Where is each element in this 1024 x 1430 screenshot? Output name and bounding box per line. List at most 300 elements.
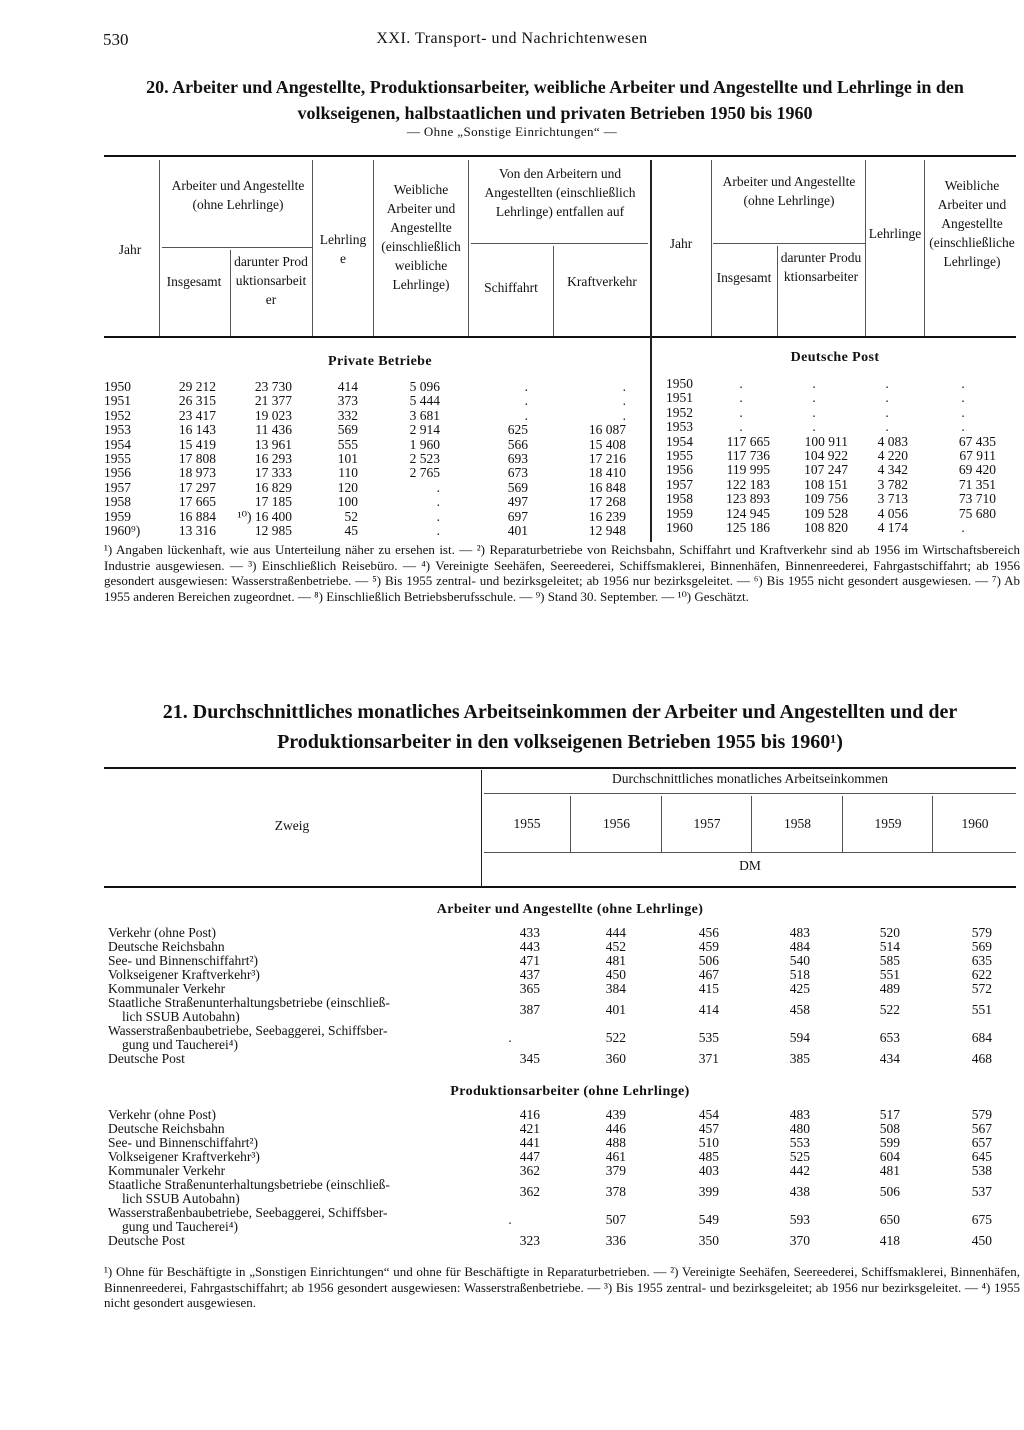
table20-right-insgesamt-cell: . <box>739 419 743 435</box>
table20-right-lehrlinge-cell: 4 056 <box>877 505 908 521</box>
table20-title-line2: volkseigenen, halbstaatlichen und privaten Betrieben 1950 bis 1960 <box>297 103 813 123</box>
table20-right-darunter-cell: 109 756 <box>804 491 848 507</box>
income-cell: 384 <box>605 981 626 996</box>
income-cell: 441 <box>519 1135 540 1150</box>
income-cell: 540 <box>789 953 810 968</box>
col-header-year-1960: 1960 <box>961 816 989 831</box>
branch-label-cont: gung und Taucherei⁴) <box>122 1219 238 1234</box>
col-header-weibliche-right: Weibliche Arbeiter und Angestellte (einschließliche Lehrlinge) <box>929 178 1015 269</box>
col-header-insgesamt: Insgesamt <box>166 274 222 289</box>
table20-insgesamt-cell: 15 419 <box>178 436 216 452</box>
branch-label: Verkehr (ohne Post) <box>108 925 216 940</box>
col-header-year-1958: 1958 <box>784 816 811 831</box>
income-cell: 572 <box>971 981 992 996</box>
table20-right-year-cell: 1960 <box>666 520 693 535</box>
income-cell: 549 <box>698 1212 719 1227</box>
table20-insgesamt-cell: 23 417 <box>178 407 216 423</box>
income-cell: 483 <box>789 925 810 940</box>
income-cell: 403 <box>698 1163 719 1178</box>
table20-right-insgesamt-cell: . <box>739 390 743 406</box>
table20-year-cell: 1954 <box>104 436 131 452</box>
income-cell: 370 <box>789 1233 810 1248</box>
table20-insgesamt-cell: 16 143 <box>178 422 216 438</box>
branch-label: Deutsche Post <box>108 1233 185 1248</box>
income-cell: 481 <box>605 953 626 968</box>
income-cell: 622 <box>971 967 992 982</box>
table20-schiffahrt-cell: 566 <box>507 436 528 452</box>
col-header-arbeiter-angestellte-right: Arbeiter und Angestellte (ohne Lehrlinge) <box>722 174 856 208</box>
divider <box>230 250 231 336</box>
table20-right-lehrlinge-cell: 4 174 <box>877 520 908 535</box>
table20-darunter-cell: 21 377 <box>254 393 292 409</box>
divider <box>711 160 712 336</box>
table20-header-bottom-rule <box>104 336 1016 338</box>
table20-right-insgesamt-cell: 122 183 <box>726 476 770 492</box>
table20-right-year-cell: 1959 <box>666 505 693 521</box>
income-cell: 467 <box>698 967 719 982</box>
col-header-year-1959: 1959 <box>874 816 902 831</box>
divider <box>751 796 752 852</box>
table20-weibliche-cell: 5 444 <box>409 393 440 409</box>
branch-label-cont: lich SSUB Autobahn) <box>122 1191 240 1206</box>
table20-right-insgesamt-cell: 123 893 <box>726 491 770 507</box>
table20-right-year-cell: 1957 <box>666 476 693 492</box>
table20-year-cell: 1958 <box>104 494 131 510</box>
income-cell: 401 <box>605 1002 626 1017</box>
income-cell: 525 <box>789 1149 810 1164</box>
income-cell: 484 <box>789 939 810 954</box>
table20-right-darunter-cell: . <box>812 390 816 406</box>
table20-kraftverkehr-cell: 17 268 <box>588 494 626 510</box>
income-cell: 379 <box>605 1163 626 1178</box>
table20-schiffahrt-cell: 569 <box>507 479 528 495</box>
branch-label: Volkseigener Kraftverkehr³) <box>108 967 260 982</box>
branch-label: Wasserstraßenbaubetriebe, Seebaggerei, Schiffsber- <box>108 1023 388 1038</box>
table20-top-rule <box>104 155 1016 157</box>
income-cell: 378 <box>605 1184 626 1199</box>
divider <box>570 796 571 852</box>
income-cell: 508 <box>879 1121 900 1136</box>
table20-darunter-cell: 17 333 <box>254 465 292 481</box>
income-cell: 520 <box>879 925 900 940</box>
table20-schiffahrt-cell: 497 <box>507 494 528 510</box>
branch-label: Staatliche Straßenunterhaltungsbetriebe (einschließ- <box>108 995 390 1010</box>
income-cell: 579 <box>971 925 992 940</box>
table20-weibliche-cell: 2 765 <box>409 465 440 481</box>
table21-title-line2: und der Produktionsarbeiter in den volkseigenen Betrieben 1955 bis 1960¹) <box>277 701 958 753</box>
income-cell: 553 <box>789 1135 810 1150</box>
income-cell: 518 <box>789 967 810 982</box>
income-cell: 551 <box>971 1002 992 1017</box>
income-cell: 522 <box>879 1002 900 1017</box>
table20-right-lehrlinge-cell: 4 083 <box>877 433 908 449</box>
table20-right-weibliche-cell: . <box>961 404 965 420</box>
table20-right-weibliche-cell: 69 420 <box>958 462 996 478</box>
income-cell: 483 <box>789 1107 810 1122</box>
table20-right-lehrlinge-cell: 3 713 <box>877 491 908 507</box>
income-cell: 510 <box>698 1135 719 1150</box>
income-cell: . <box>508 1030 512 1045</box>
table20-right-lehrlinge-cell: . <box>885 376 889 391</box>
divider <box>159 160 160 336</box>
table20-lehrlinge-cell: 332 <box>337 407 358 423</box>
income-cell: 414 <box>698 1002 719 1017</box>
table20-insgesamt-cell: 17 297 <box>178 479 216 495</box>
income-cell: 362 <box>519 1163 540 1178</box>
income-cell: 416 <box>519 1107 540 1122</box>
col-header-kraftverkehr: Kraftverkehr <box>567 274 637 289</box>
income-cell: 399 <box>698 1184 719 1199</box>
table20-kraftverkehr-cell: 12 948 <box>588 523 626 538</box>
col-header-darunter: darunter Produktionsarbeiter <box>234 254 308 307</box>
table20-year-cell: 1955 <box>104 451 131 466</box>
table20-weibliche-cell: 2 914 <box>409 422 440 438</box>
income-cell: 362 <box>519 1184 540 1199</box>
table20-year-cell: 1950 <box>104 379 131 394</box>
income-cell: 507 <box>605 1212 626 1227</box>
income-cell: 437 <box>519 967 540 982</box>
divider <box>932 796 933 852</box>
table20-right-darunter-cell: 107 247 <box>804 462 848 478</box>
table20-darunter-cell: 16 829 <box>254 479 292 495</box>
table20-right-year-cell: 1958 <box>666 491 693 507</box>
table20-year-cell: 1956 <box>104 465 131 481</box>
table20-right-insgesamt-cell: . <box>739 404 743 420</box>
table20-right-insgesamt-cell: 117 736 <box>726 448 770 463</box>
income-cell: 433 <box>519 925 540 940</box>
table20-year-cell: 1951 <box>104 393 131 409</box>
income-cell: 447 <box>519 1149 540 1164</box>
table20-right-year-cell: 1954 <box>666 433 693 449</box>
table21-group-rule <box>484 793 1016 794</box>
table20-right-lehrlinge-cell: . <box>885 419 889 435</box>
table20-kraftverkehr-cell: 16 848 <box>588 479 626 495</box>
income-cell: 421 <box>519 1121 540 1136</box>
table21-title-line1: 21. Durchschnittliches monatliches Arbeitseinkommen der Arbeiter und Angestellten <box>162 701 885 723</box>
divider <box>553 246 554 336</box>
income-cell: 567 <box>971 1121 992 1136</box>
table20-lehrlinge-cell: 100 <box>337 494 358 510</box>
table20-year-cell: 1960⁹) <box>104 523 141 538</box>
table20-right-insgesamt-cell: . <box>739 376 743 391</box>
table20-title-line1: 20. Arbeiter und Angestellte, Produktionsarbeiter, weibliche Arbeiter und Angestellte und Lehrlinge in den <box>146 77 964 97</box>
table20-right-year-cell: 1950 <box>666 376 693 391</box>
table20-darunter-cell: 17 185 <box>254 494 292 510</box>
table20-right-year-cell: 1955 <box>666 448 693 463</box>
income-cell: 439 <box>605 1107 626 1122</box>
table20-insgesamt-cell: 16 884 <box>178 508 216 524</box>
table20-insgesamt-cell: 26 315 <box>178 393 216 409</box>
income-cell: 485 <box>698 1149 719 1164</box>
income-cell: 645 <box>971 1149 992 1164</box>
section-deutsche-post: Deutsche Post <box>790 350 880 365</box>
col-header-darunter-right: darunter Produktionsarbeiter <box>780 250 862 284</box>
divider <box>865 160 866 336</box>
income-cell: . <box>508 1212 512 1227</box>
table20-subheader-rule-mid <box>471 243 648 244</box>
income-cell: 653 <box>879 1030 900 1045</box>
income-cell: 443 <box>519 939 540 954</box>
table20-right-weibliche-cell: . <box>961 376 965 391</box>
table20-right-lehrlinge-cell: . <box>885 390 889 406</box>
income-cell: 459 <box>698 939 719 954</box>
table20-right-insgesamt-cell: 124 945 <box>726 505 770 521</box>
table20-lehrlinge-cell: 555 <box>337 436 358 452</box>
income-cell: 461 <box>605 1149 626 1164</box>
income-cell: 594 <box>789 1030 810 1045</box>
table20-weibliche-cell: . <box>436 479 440 495</box>
table20-darunter-cell: ¹⁰) 16 400 <box>237 508 292 524</box>
table20-right-darunter-cell: . <box>812 376 816 391</box>
income-cell: 387 <box>519 1002 540 1017</box>
branch-label: Deutsche Reichsbahn <box>108 1121 225 1136</box>
table20-insgesamt-cell: 13 316 <box>178 523 216 538</box>
income-cell: 635 <box>971 953 992 968</box>
table20-kraftverkehr-cell: 15 408 <box>588 436 626 452</box>
table20-schiffahrt-cell: 697 <box>507 508 528 524</box>
table20-darunter-cell: 13 961 <box>254 436 292 452</box>
table20-schiffahrt-cell: 673 <box>507 465 528 481</box>
chapter-title: XXI. Transport- und Nachrichtenwesen <box>376 30 648 47</box>
table20-darunter-cell: 11 436 <box>255 422 292 438</box>
table20-kraftverkehr-cell: . <box>622 407 626 423</box>
table20-title <box>90 74 1020 126</box>
section-produktionsarbeiter: Produktionsarbeiter (ohne Lehrlinge) <box>450 1084 690 1099</box>
table20-schiffahrt-cell: . <box>524 407 528 423</box>
income-cell: 450 <box>605 967 626 982</box>
branch-label: Volkseigener Kraftverkehr³) <box>108 1149 260 1164</box>
income-cell: 593 <box>789 1212 810 1227</box>
table20-schiffahrt-cell: . <box>524 379 528 394</box>
income-cell: 569 <box>971 939 992 954</box>
table20-year-cell: 1953 <box>104 422 131 438</box>
income-cell: 517 <box>879 1107 900 1122</box>
table20-kraftverkehr-cell: . <box>622 379 626 394</box>
income-cell: 350 <box>698 1233 719 1248</box>
col-header-arbeiter-angestellte: Arbeiter und Angestellte (ohne Lehrlinge) <box>171 178 305 212</box>
branch-label-cont: gung und Taucherei⁴) <box>122 1037 238 1052</box>
income-cell: 444 <box>605 925 626 940</box>
table21-year-rule <box>484 852 1016 853</box>
income-cell: 450 <box>971 1233 992 1248</box>
table20-darunter-cell: 19 023 <box>254 407 292 423</box>
table20-schiffahrt-cell: 401 <box>507 523 528 538</box>
col-header-schiffahrt: Schiffahrt <box>484 280 538 295</box>
branch-label: See- und Binnenschiffahrt²) <box>108 1135 259 1150</box>
income-cell: 345 <box>519 1051 540 1066</box>
table20-note: — Ohne „Sonstige Einrichtungen“ — <box>406 124 618 139</box>
table20-darunter-cell: 23 730 <box>254 379 292 394</box>
table20-lehrlinge-cell: 101 <box>337 451 358 466</box>
table20-year-cell: 1957 <box>104 479 131 495</box>
table20-lehrlinge-cell: 569 <box>337 422 358 438</box>
table20-weibliche-cell: 5 096 <box>409 379 440 394</box>
table20-year-cell: 1959 <box>104 508 131 524</box>
table20-kraftverkehr-cell: 17 216 <box>588 451 626 466</box>
table20-right-weibliche-cell: . <box>961 520 965 535</box>
income-cell: 599 <box>879 1135 900 1150</box>
income-cell: 537 <box>971 1184 992 1199</box>
income-cell: 538 <box>971 1163 992 1178</box>
section-private-betriebe: Private Betriebe <box>328 354 432 369</box>
income-cell: 415 <box>698 981 719 996</box>
col-header-lehrlinge-right: Lehrlinge <box>868 226 922 241</box>
income-cell: 468 <box>971 1051 992 1066</box>
income-cell: 684 <box>971 1030 992 1045</box>
income-cell: 456 <box>698 925 719 940</box>
divider <box>777 246 778 336</box>
table20-right-lehrlinge-cell: 3 782 <box>877 476 908 492</box>
income-cell: 434 <box>879 1051 900 1066</box>
table20-lehrlinge-cell: 110 <box>338 465 358 481</box>
table20-darunter-cell: 12 985 <box>254 523 292 538</box>
income-cell: 551 <box>879 967 900 982</box>
branch-label: Wasserstraßenbaubetriebe, Seebaggerei, Schiffsber- <box>108 1205 388 1220</box>
table20-schiffahrt-cell: 625 <box>507 422 528 438</box>
divider <box>468 160 469 336</box>
col-header-weibliche: Weibliche Arbeiter und Angestellte (einschließlich weibliche Lehrlinge) <box>381 182 461 292</box>
table20-lehrlinge-cell: 45 <box>344 523 358 538</box>
income-cell: 514 <box>879 939 900 954</box>
table20-weibliche-cell: . <box>436 494 440 510</box>
divider <box>481 770 482 886</box>
table21-footnotes: ¹) Ohne für Beschäftigte in „Sonstigen Einrichtungen“ und ohne für Beschäftigte in Reparaturbetrieben. — ²) Vereinigte Seehäfen, Seereederei, Schiffsmaklerei, Binnenhäfen, Binnenreederei, Fahrgastschiffahrt; ab 1956 gesondert ausgewiesen: Wasserstraßenbetriebe. — ³) Bis 1955 zentral- und bezirksgeleitet; ab 1956 nur bezirksgeleitet. — ⁴) 1955 nicht gesondert ausgewiesen. <box>104 1264 1020 1310</box>
table20-right-darunter-cell: 100 911 <box>804 433 848 449</box>
table20-right-lehrlinge-cell: 4 342 <box>877 462 908 478</box>
table20-kraftverkehr-cell: 18 410 <box>588 465 626 481</box>
col-header-zweig: Zweig <box>274 818 310 833</box>
divider <box>924 160 925 336</box>
income-cell: 488 <box>605 1135 626 1150</box>
col-header-jahr-right: Jahr <box>669 236 693 251</box>
table20-right-year-cell: 1956 <box>666 462 693 478</box>
income-cell: 418 <box>879 1233 900 1248</box>
table20-right-weibliche-cell: . <box>961 419 965 435</box>
table20-year-cell: 1952 <box>104 407 131 423</box>
col-header-unit: DM <box>739 858 761 873</box>
table20-right-insgesamt-cell: 125 186 <box>726 520 770 535</box>
table20-right-weibliche-cell: 71 351 <box>958 476 996 492</box>
table20-right-insgesamt-cell: 117 665 <box>726 433 770 449</box>
income-cell: 385 <box>789 1051 810 1066</box>
table20-right-lehrlinge-cell: . <box>885 404 889 420</box>
section-arbeiter-angestellte: Arbeiter und Angestellte (ohne Lehrlinge) <box>436 902 704 917</box>
table20-weibliche-cell: . <box>436 508 440 524</box>
income-cell: 657 <box>971 1135 992 1150</box>
income-cell: 489 <box>879 981 900 996</box>
table20-schiffahrt-cell: 693 <box>507 451 528 466</box>
table20-right-year-cell: 1953 <box>666 419 693 435</box>
income-cell: 371 <box>698 1051 719 1066</box>
col-header-year-1957: 1957 <box>693 816 721 831</box>
table20-right-year-cell: 1952 <box>666 404 693 420</box>
income-cell: 675 <box>971 1212 992 1227</box>
income-cell: 457 <box>698 1121 719 1136</box>
income-cell: 535 <box>698 1030 719 1045</box>
income-cell: 438 <box>789 1184 810 1199</box>
branch-label: Kommunaler Verkehr <box>108 1163 226 1178</box>
table20-right-darunter-cell: . <box>812 419 816 435</box>
table20-insgesamt-cell: 18 973 <box>178 465 216 481</box>
income-cell: 481 <box>879 1163 900 1178</box>
income-cell: 604 <box>879 1149 900 1164</box>
page-number: 530 <box>103 30 129 49</box>
income-cell: 442 <box>789 1163 810 1178</box>
table20-subheader-rule-left <box>162 247 312 248</box>
table20-kraftverkehr-cell: 16 239 <box>588 508 626 524</box>
table21-header-bottom-rule <box>104 886 1016 888</box>
table20-kraftverkehr-cell: 16 087 <box>588 422 626 438</box>
income-cell: 336 <box>605 1233 626 1248</box>
table20-right-darunter-cell: 109 528 <box>804 505 848 521</box>
table20-insgesamt-cell: 17 808 <box>178 451 216 466</box>
income-cell: 458 <box>789 1002 810 1017</box>
table20-right-darunter-cell: 104 922 <box>804 448 848 463</box>
table20-right-weibliche-cell: 73 710 <box>958 491 996 507</box>
table20-lehrlinge-cell: 120 <box>337 479 358 495</box>
col-header-year-1955: 1955 <box>513 816 541 831</box>
income-cell: 480 <box>789 1121 810 1136</box>
table20-footnotes: ¹) Angaben lückenhaft, wie aus Unterteilung näher zu ersehen ist. — ²) Reparaturbetriebe von Reichsbahn, Schiffahrt und Kraftverkehr sind ab 1956 im Wirtschaftsbereich Industrie ausgewiesen. — ³) Einschließlich Reisebüro. — ⁴) Vereinigte Seehäfen, Seereederei, Schiffsmaklerei, Binnenhäfen, Binnenreederei, Fahrgastschiffahrt; ab 1956 gesondert ausgewiesen: Wasserstraßenbetriebe. — ⁵) Bis 1955 zentral- und bezirksgeleitet; ab 1956 nur bezirksgeleitet. — ⁶) Bis 1955 nicht gesondert ausgewiesen. — ⁷) Ab 1955 anderen Bereichen zugeordnet. — ⁸) Einschließlich Betriebsberufsschule. — ⁹) Stand 30. September. — ¹⁰) Geschätzt. <box>104 542 1020 604</box>
divider <box>661 796 662 852</box>
income-cell: 425 <box>789 981 810 996</box>
table20-right-weibliche-cell: 67 911 <box>959 448 996 463</box>
col-header-einkommen: Durchschnittliches monatliches Arbeitseinkommen <box>612 771 888 786</box>
table20-right-weibliche-cell: . <box>961 390 965 406</box>
table20-right-year-cell: 1951 <box>666 390 693 406</box>
table20-insgesamt-cell: 29 212 <box>178 379 216 394</box>
col-header-lehrlinge: Lehrlinge <box>319 232 367 266</box>
table20-weibliche-cell: . <box>436 523 440 538</box>
table20-right-darunter-cell: 108 820 <box>804 520 848 535</box>
table20-weibliche-cell: 1 960 <box>409 436 440 452</box>
income-cell: 522 <box>605 1030 626 1045</box>
table20-right-darunter-cell: 108 151 <box>804 476 848 492</box>
divider <box>373 160 374 336</box>
col-header-year-1956: 1956 <box>603 816 630 831</box>
divider <box>842 796 843 852</box>
income-cell: 452 <box>605 939 626 954</box>
divider <box>650 160 652 542</box>
income-cell: 446 <box>605 1121 626 1136</box>
income-cell: 506 <box>879 1184 900 1199</box>
table20-right-lehrlinge-cell: 4 220 <box>877 448 908 463</box>
income-cell: 365 <box>519 981 540 996</box>
table20-right-weibliche-cell: 75 680 <box>958 505 996 521</box>
table20-lehrlinge-cell: 373 <box>337 393 358 409</box>
table20-right-darunter-cell: . <box>812 404 816 420</box>
divider <box>312 160 313 336</box>
income-cell: 650 <box>879 1212 900 1227</box>
col-header-jahr: Jahr <box>118 242 142 257</box>
table20-lehrlinge-cell: 52 <box>344 508 358 524</box>
table20-lehrlinge-cell: 414 <box>337 379 358 394</box>
branch-label: Kommunaler Verkehr <box>108 981 226 996</box>
table20-right-insgesamt-cell: 119 995 <box>726 462 770 478</box>
income-cell: 579 <box>971 1107 992 1122</box>
income-cell: 360 <box>605 1051 626 1066</box>
table20-kraftverkehr-cell: . <box>622 393 626 409</box>
branch-label-cont: lich SSUB Autobahn) <box>122 1009 240 1024</box>
income-cell: 585 <box>879 953 900 968</box>
table20-darunter-cell: 16 293 <box>254 451 292 466</box>
income-cell: 471 <box>519 953 540 968</box>
income-cell: 506 <box>698 953 719 968</box>
table20-schiffahrt-cell: . <box>524 393 528 409</box>
branch-label: Verkehr (ohne Post) <box>108 1107 216 1122</box>
branch-label: Deutsche Reichsbahn <box>108 939 225 954</box>
table21-title <box>100 697 1020 757</box>
